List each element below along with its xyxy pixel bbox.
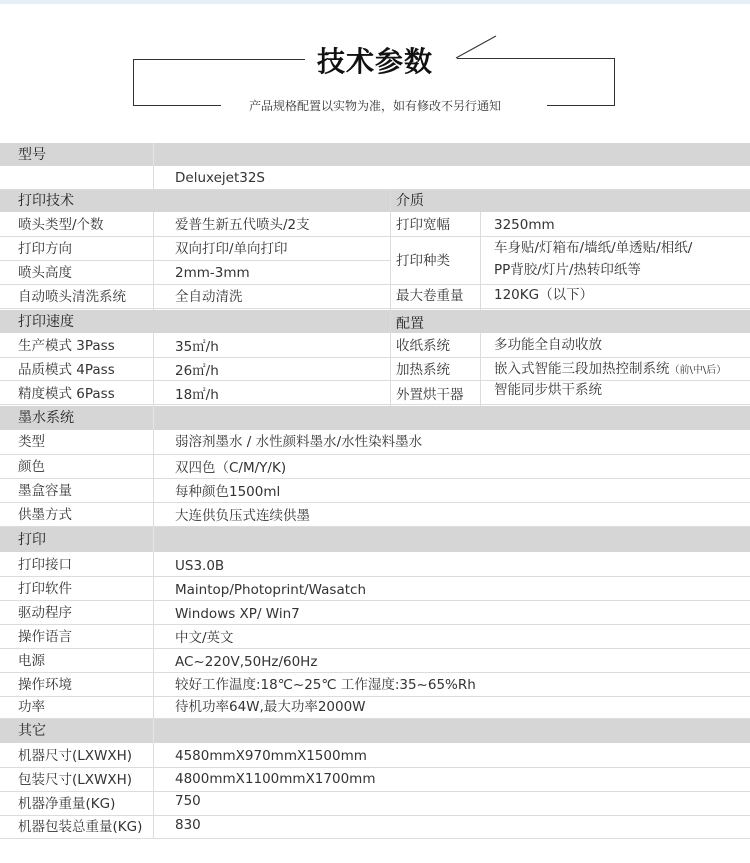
section-header-print-speed	[0, 310, 750, 333]
print-tech-label: 自动喷头清洗系统	[18, 289, 126, 305]
media-value: 3250mm	[494, 217, 555, 233]
speed-label: 生产模式 3Pass	[18, 338, 115, 354]
other-label: 包装尺寸(LXWXH)	[18, 772, 133, 788]
ink-value: 双四色（C/M/Y/K)	[175, 460, 287, 476]
section-title-print-speed: 打印速度	[18, 314, 74, 330]
config-value: 多功能全自动收放	[494, 337, 602, 353]
config-value: 智能同步烘干系统	[494, 382, 602, 398]
section-header-ink	[0, 406, 750, 430]
print-label: 操作环境	[18, 677, 72, 693]
print-value: 较好工作温度:18℃~25℃ 工作湿度:35~65%Rh	[175, 677, 476, 693]
section-title-model: 型号	[18, 147, 46, 163]
section-title-ink: 墨水系统	[18, 410, 74, 426]
media-value: 120KG（以下）	[494, 287, 594, 303]
ink-value: 大连供负压式连续供墨	[175, 508, 310, 524]
speed-value: 18㎡/h	[175, 387, 219, 403]
other-label: 机器净重量(KG)	[18, 796, 116, 812]
print-value: Windows XP/ Win7	[175, 606, 300, 622]
media-label: 打印种类	[396, 253, 450, 269]
print-label: 打印接口	[18, 557, 72, 573]
other-label: 机器包装总重量(KG)	[18, 819, 143, 835]
ink-label: 墨盒容量	[18, 483, 72, 499]
print-tech-label: 喷头类型/个数	[18, 217, 104, 233]
other-value: 4800mmX1100mmX1700mm	[175, 771, 376, 787]
config-heating-value: 嵌入式智能三段加热控制系统	[494, 361, 670, 377]
print-label: 驱动程序	[18, 605, 72, 621]
section-header-model	[0, 143, 750, 166]
print-label: 打印软件	[18, 581, 72, 597]
ink-label: 供墨方式	[18, 507, 72, 523]
media-value-line2: PP背胶/灯片/热转印纸等	[494, 262, 641, 278]
section-title-other: 其它	[18, 723, 46, 739]
print-value: 待机功率64W,最大功率2000W	[175, 699, 366, 715]
config-label: 加热系统	[396, 362, 450, 378]
section-header-print-tech	[0, 190, 750, 212]
section-header-print	[0, 527, 750, 552]
print-value: US3.0B	[175, 558, 225, 574]
print-tech-value: 双向打印/单向打印	[175, 241, 288, 257]
section-header-other	[0, 719, 750, 743]
media-label: 打印宽幅	[396, 217, 450, 233]
config-label: 外置烘干器	[396, 387, 464, 403]
media-value: 车身贴/灯箱布/墙纸/单透贴/相纸/	[494, 240, 693, 256]
config-label: 收纸系统	[396, 338, 450, 354]
print-value: Maintop/Photoprint/Wasatch	[175, 582, 367, 598]
section-title-media: 介质	[396, 193, 424, 209]
print-tech-label: 喷头高度	[18, 265, 72, 281]
config-value	[494, 359, 726, 381]
ink-value: 每种颜色1500ml	[175, 484, 281, 500]
top-strip	[0, 0, 750, 4]
print-tech-value: 爱普生新五代喷头/2支	[175, 217, 310, 233]
speed-label: 品质模式 4Pass	[18, 362, 115, 378]
media-label: 最大卷重量	[396, 288, 464, 304]
print-value: AC~220V,50Hz/60Hz	[175, 654, 318, 670]
print-value: 中文/英文	[175, 630, 234, 646]
model-value: Deluxejet32S	[175, 170, 265, 186]
other-label: 机器尺寸(LXWXH)	[18, 748, 133, 764]
section-title-print: 打印	[18, 532, 46, 548]
speed-value: 26㎡/h	[175, 363, 219, 379]
section-title-config: 配置	[396, 316, 424, 332]
print-tech-value: 全自动清洗	[175, 289, 243, 305]
speed-label: 精度模式 6Pass	[18, 386, 115, 402]
print-tech-value: 2mm-3mm	[175, 265, 250, 281]
print-tech-label: 打印方向	[18, 241, 72, 257]
other-value: 750	[175, 793, 201, 809]
ink-label: 颜色	[18, 459, 45, 475]
other-value: 830	[175, 817, 201, 833]
print-label: 操作语言	[18, 629, 72, 645]
config-heating-note: （前\中\后）	[669, 365, 727, 376]
page-subtitle: 产品规格配置以实物为准，如有修改不另行通知	[248, 99, 501, 113]
speed-value: 35㎡/h	[175, 339, 219, 355]
ink-label: 类型	[18, 434, 45, 450]
other-value: 4580mmX970mmX1500mm	[175, 748, 367, 764]
page-title: 技术参数	[316, 45, 433, 78]
print-label: 功率	[18, 699, 45, 715]
print-label: 电源	[18, 653, 45, 669]
section-title-print-tech: 打印技术	[18, 193, 74, 209]
ink-value: 弱溶剂墨水 / 水性颜料墨水/水性染料墨水	[175, 434, 423, 450]
